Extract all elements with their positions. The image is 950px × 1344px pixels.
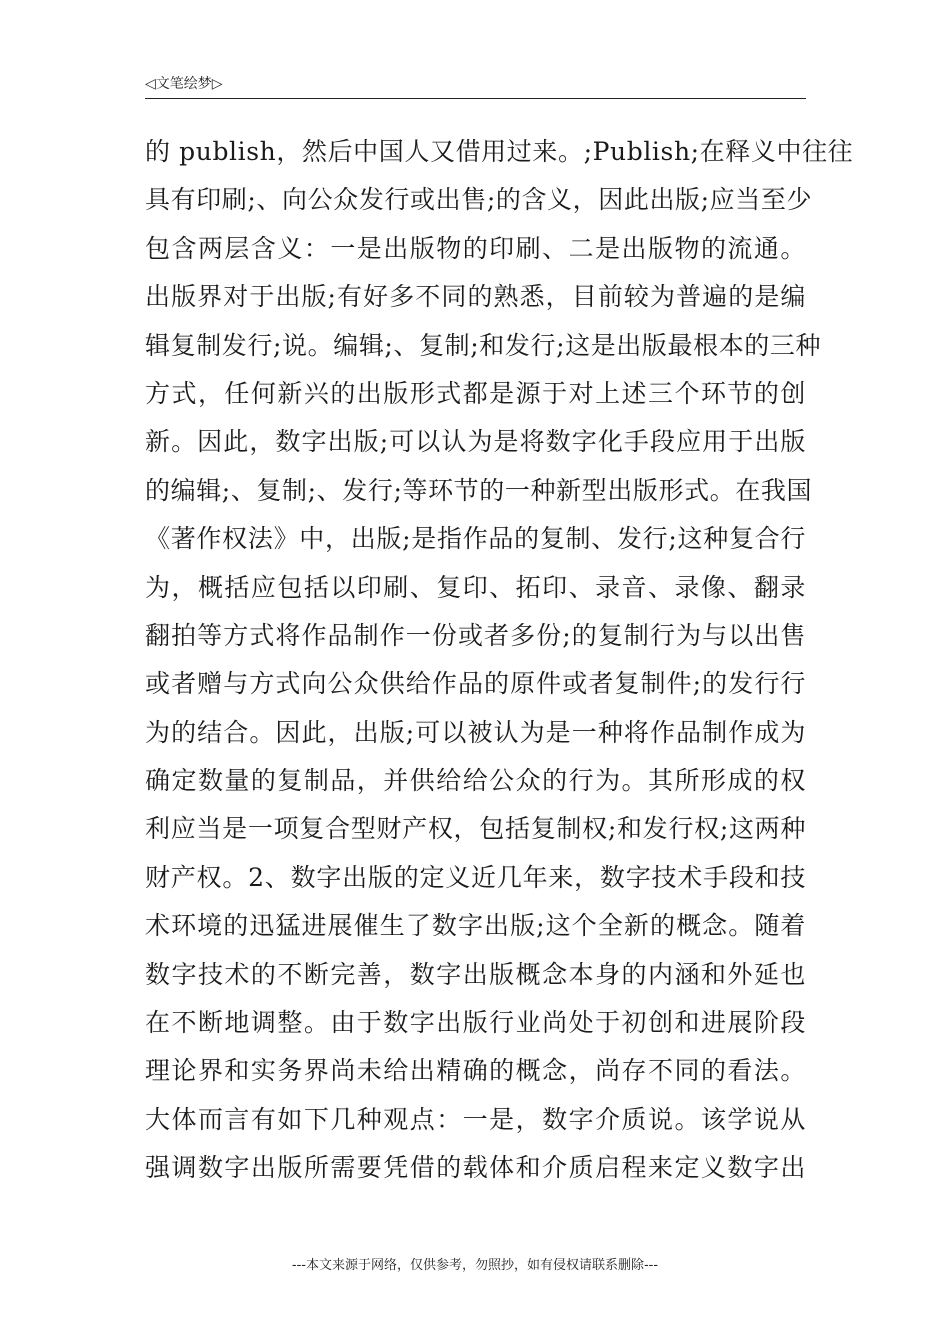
text-line: 具有印刷;、向公众发行或出售;的含义，因此出版;应当至少 [145,185,813,215]
document-body [145,128,854,1193]
text-line: 的 publish，然后中国人又借用过来。;Publish;在释义中往往 [145,137,854,166]
text-line: 利应当是一项复合型财产权，包括复制权;和发行权;这两种 [145,814,806,844]
text-line: 或者赠与方式向公众供给作品的原件或者复制件;的发行行 [145,669,806,699]
text-line: 翻拍等方式将作品制作一份或者多份;的复制行为与以出售 [145,620,806,650]
text-line: 为的结合。因此，出版;可以被认为是一种将作品制作成为 [145,717,806,747]
text-line: 术环境的迅猛进展催生了数字出版;这个全新的概念。随着 [145,911,806,941]
text-line: 出版界对于出版;有好多不同的熟悉，目前较为普遍的是编 [145,282,806,312]
text-line: 理论界和实务界尚未给出精确的概念，尚存不同的看法。 [145,1056,806,1086]
text-line: 强调数字出版所需要凭借的载体和介质启程来定义数字出 [145,1153,806,1183]
text-line: 确定数量的复制品，并供给给公众的行为。其所形成的权 [145,766,806,796]
text-line: 新。因此，数字出版;可以认为是将数字化手段应用于出版 [145,427,806,457]
text-line: 数字技术的不断完善，数字出版概念本身的内涵和外延也 [145,959,806,989]
text-line: 《著作权法》中，出版;是指作品的复制、发行;这种复合行 [145,524,806,554]
footer-disclaimer: ---本文来源于网络，仅供参考，勿照抄，如有侵权请联系删除--- [291,1258,659,1273]
text-line: 财产权。2、数字出版的定义近几年来，数字技术手段和技 [145,862,806,892]
text-line: 为，概括应包括以印刷、复印、拓印、录音、录像、翻录 [145,572,806,602]
text-line: 包含两层含义：一是出版物的印刷、二是出版物的流通。 [145,233,806,263]
text-line: 方式，任何新兴的出版形式都是源于对上述三个环节的创 [145,378,806,408]
text-line: 的编辑;、复制;、发行;等环节的一种新型出版形式。在我国 [145,475,813,505]
text-line: 在不断地调整。由于数字出版行业尚处于初创和进展阶段 [145,1008,806,1038]
text-line: 大体而言有如下几种观点：一是，数字介质说。该学说从 [145,1104,806,1134]
text-line: 辑复制发行;说。编辑;、复制;和发行;这是出版最根本的三种 [145,330,822,360]
header-title: ◁文笔绘梦▷ [145,76,223,92]
page-header [145,76,806,99]
